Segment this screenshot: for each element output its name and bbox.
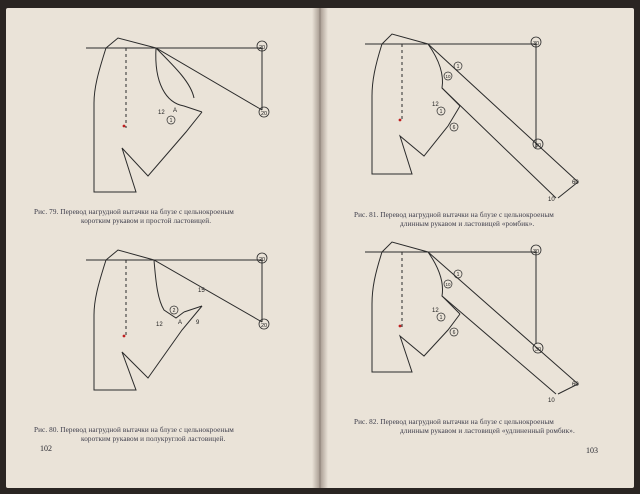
svg-text:10: 10	[445, 74, 451, 79]
svg-text:20: 20	[258, 45, 266, 51]
figure-79-diagram	[6, 28, 296, 203]
svg-text:12: 12	[158, 110, 165, 116]
svg-text:20: 20	[260, 323, 268, 329]
svg-text:10: 10	[445, 282, 451, 287]
caption-line: Рис. 80. Перевод нагрудной вытачки на блузе с цельнокроеным	[34, 426, 234, 434]
svg-text:6: 6	[452, 125, 456, 131]
book-gutter	[312, 8, 328, 488]
caption-line: коротким рукавом и полукруглой ластовицей.	[81, 435, 226, 443]
svg-text:1: 1	[439, 109, 443, 115]
svg-text:20: 20	[260, 111, 268, 117]
svg-text:6: 6	[452, 330, 456, 336]
figure-82-diagram	[320, 236, 620, 406]
svg-text:10: 10	[548, 197, 555, 203]
svg-text:30: 30	[534, 143, 542, 149]
caption-line: Рис. 82. Перевод нагрудной вытачки на блузе с цельнокроеным	[354, 418, 554, 426]
svg-text:30: 30	[532, 249, 540, 255]
left-page	[6, 8, 320, 488]
figure-80-caption	[34, 426, 314, 444]
svg-text:12: 12	[432, 102, 439, 108]
figure-80-diagram	[6, 240, 296, 415]
svg-text:1: 1	[169, 118, 173, 124]
right-page	[320, 8, 634, 488]
svg-text:30: 30	[532, 41, 540, 47]
caption-line: Рис. 79. Перевод нагрудной вытачки на блузе с цельнокроеным	[34, 208, 234, 216]
page-number-left: 102	[40, 444, 52, 453]
page-number-right: 103	[586, 446, 598, 455]
figure-81-diagram	[320, 26, 620, 206]
figure-79-caption	[34, 208, 314, 226]
figure-81	[320, 26, 620, 206]
caption-line: длинным рукавом и ластовицей «удлиненный ромбик».	[400, 427, 575, 435]
caption-line: Рис. 81. Перевод нагрудной вытачки на блузе с цельнокроеным	[354, 211, 554, 219]
svg-text:12: 12	[432, 308, 439, 314]
svg-text:A: A	[178, 320, 183, 326]
figure-82	[320, 236, 620, 406]
svg-text:30: 30	[534, 347, 542, 353]
caption-line: коротким рукавом и простой ластовицей.	[81, 217, 212, 225]
svg-text:60: 60	[572, 382, 579, 388]
svg-text:15: 15	[198, 288, 205, 294]
svg-text:A: A	[173, 108, 178, 114]
figure-79	[6, 28, 296, 203]
svg-text:60: 60	[572, 180, 579, 186]
svg-text:1: 1	[456, 272, 460, 278]
svg-text:20: 20	[258, 257, 266, 263]
svg-text:1: 1	[439, 315, 443, 321]
figure-80	[6, 240, 296, 415]
svg-text:2: 2	[172, 308, 176, 314]
svg-text:9: 9	[196, 320, 200, 326]
figure-82-caption	[354, 418, 634, 436]
svg-text:12: 12	[156, 322, 163, 328]
svg-text:1: 1	[456, 64, 460, 70]
figure-81-caption	[354, 211, 634, 229]
svg-text:10: 10	[548, 398, 555, 404]
caption-line: длинным рукавом и ластовицей «ромбик».	[400, 220, 535, 228]
